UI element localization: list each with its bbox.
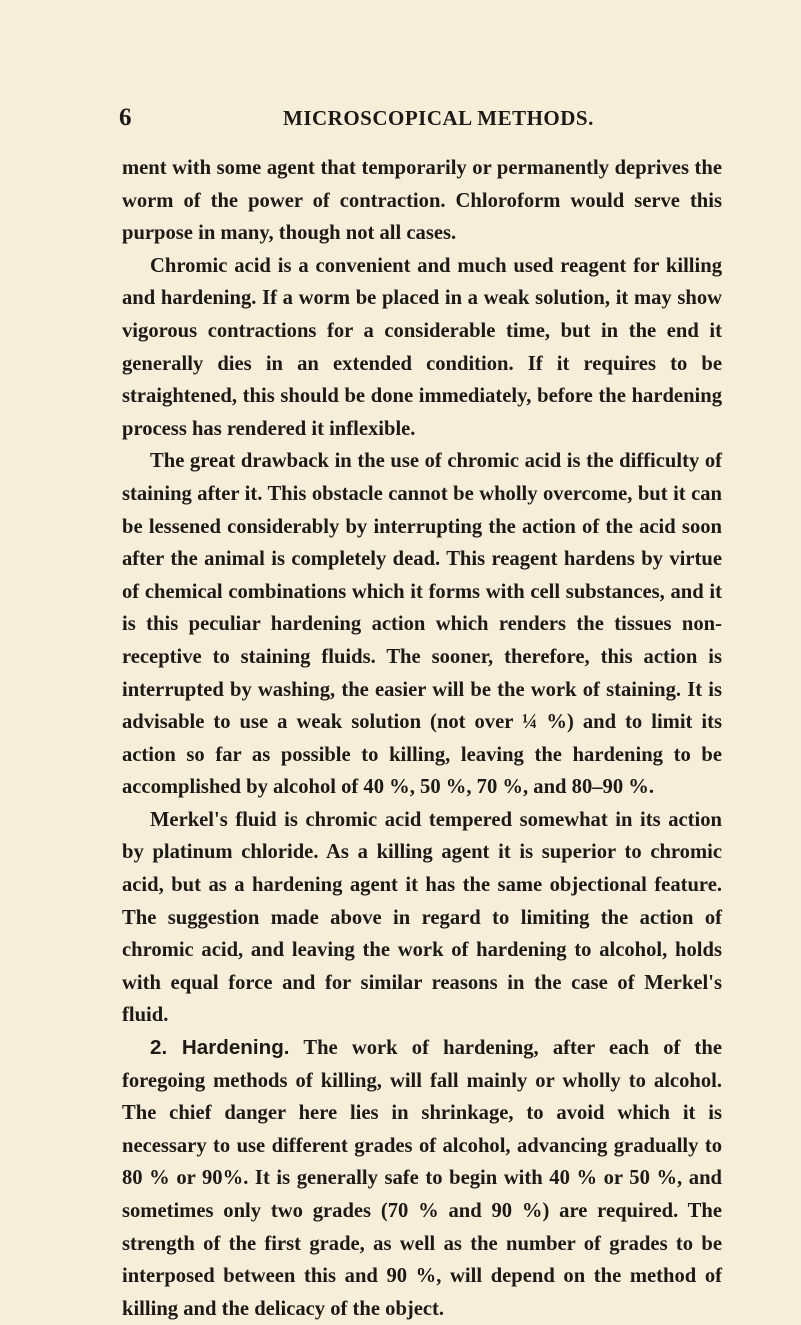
- paragraph-hardening: [122, 1032, 722, 1325]
- paragraph-continuation: ment with some agent that temporarily or permanently deprives the worm of the power of contraction. Chloroform would serve this purpose in many, though not all cases.: [122, 157, 722, 245]
- section-text: The work of hardening, after each of the foregoing methods of killing, will fall mainly or wholly to alcohol. The chief danger here lies in shrinkage, to avoid which it is necessary to use different grades of alcohol, advancing gradually to 80 % or 90%. It is generally safe to begin with 40 % or 50 %, and sometimes only two grades (70 % and 90 %) are required. The strength of the first grade, as well as the number of grades to be interposed between this and 90 %, will depend on the method of killing and the delicacy of the object.: [122, 1037, 723, 1320]
- paragraph-chromic-acid: Chromic acid is a convenient and much used reagent for killing and hardening. If a worm be placed in a weak solution, it may show vigorous contractions for a considerable time, but in the end it generally dies in an extended condition. If it requires to be straightened, this should be done immediately, before the hardening process has rendered it inflexible.: [122, 254, 722, 440]
- section-heading: 2. Hardening.: [150, 1036, 290, 1060]
- page-number: 6: [119, 104, 132, 131]
- paragraph-drawback: The great drawback in the use of chromic acid is the difficulty of staining after it. This obstacle cannot be wholly overcome, but it can be lessened considerably by interrupting the action of the acid soon after the animal is completely dead. This reagent hardens by virtue of chemical combinations which it forms with cell substances, and it is this peculiar hardening action which renders the tissues non-receptive to staining fluids. The sooner, therefore, this action is interrupted by washing, the easier will be the work of staining. It is advisable to use a weak solution (not over ¼ %) and to limit its action so far as possible to killing, leaving the hardening to be accomplished by alcohol of 40 %, 50 %, 70 %, and 80–90 %.: [122, 450, 722, 799]
- body-text: [122, 152, 722, 1325]
- running-head: MICROSCOPICAL METHODS.: [283, 106, 594, 130]
- paragraph-merkels-fluid: Merkel's fluid is chromic acid tempered somewhat in its action by platinum chloride. As a killing agent it is superior to chromic acid, but as a hardening agent it has the same objectional feature. The suggestion made above in regard to limiting the action of chromic acid, and leaving the work of hardening to alcohol, holds with equal force and for similar reasons in the case of Merkel's fluid.: [122, 808, 722, 1027]
- page-header: [119, 104, 723, 134]
